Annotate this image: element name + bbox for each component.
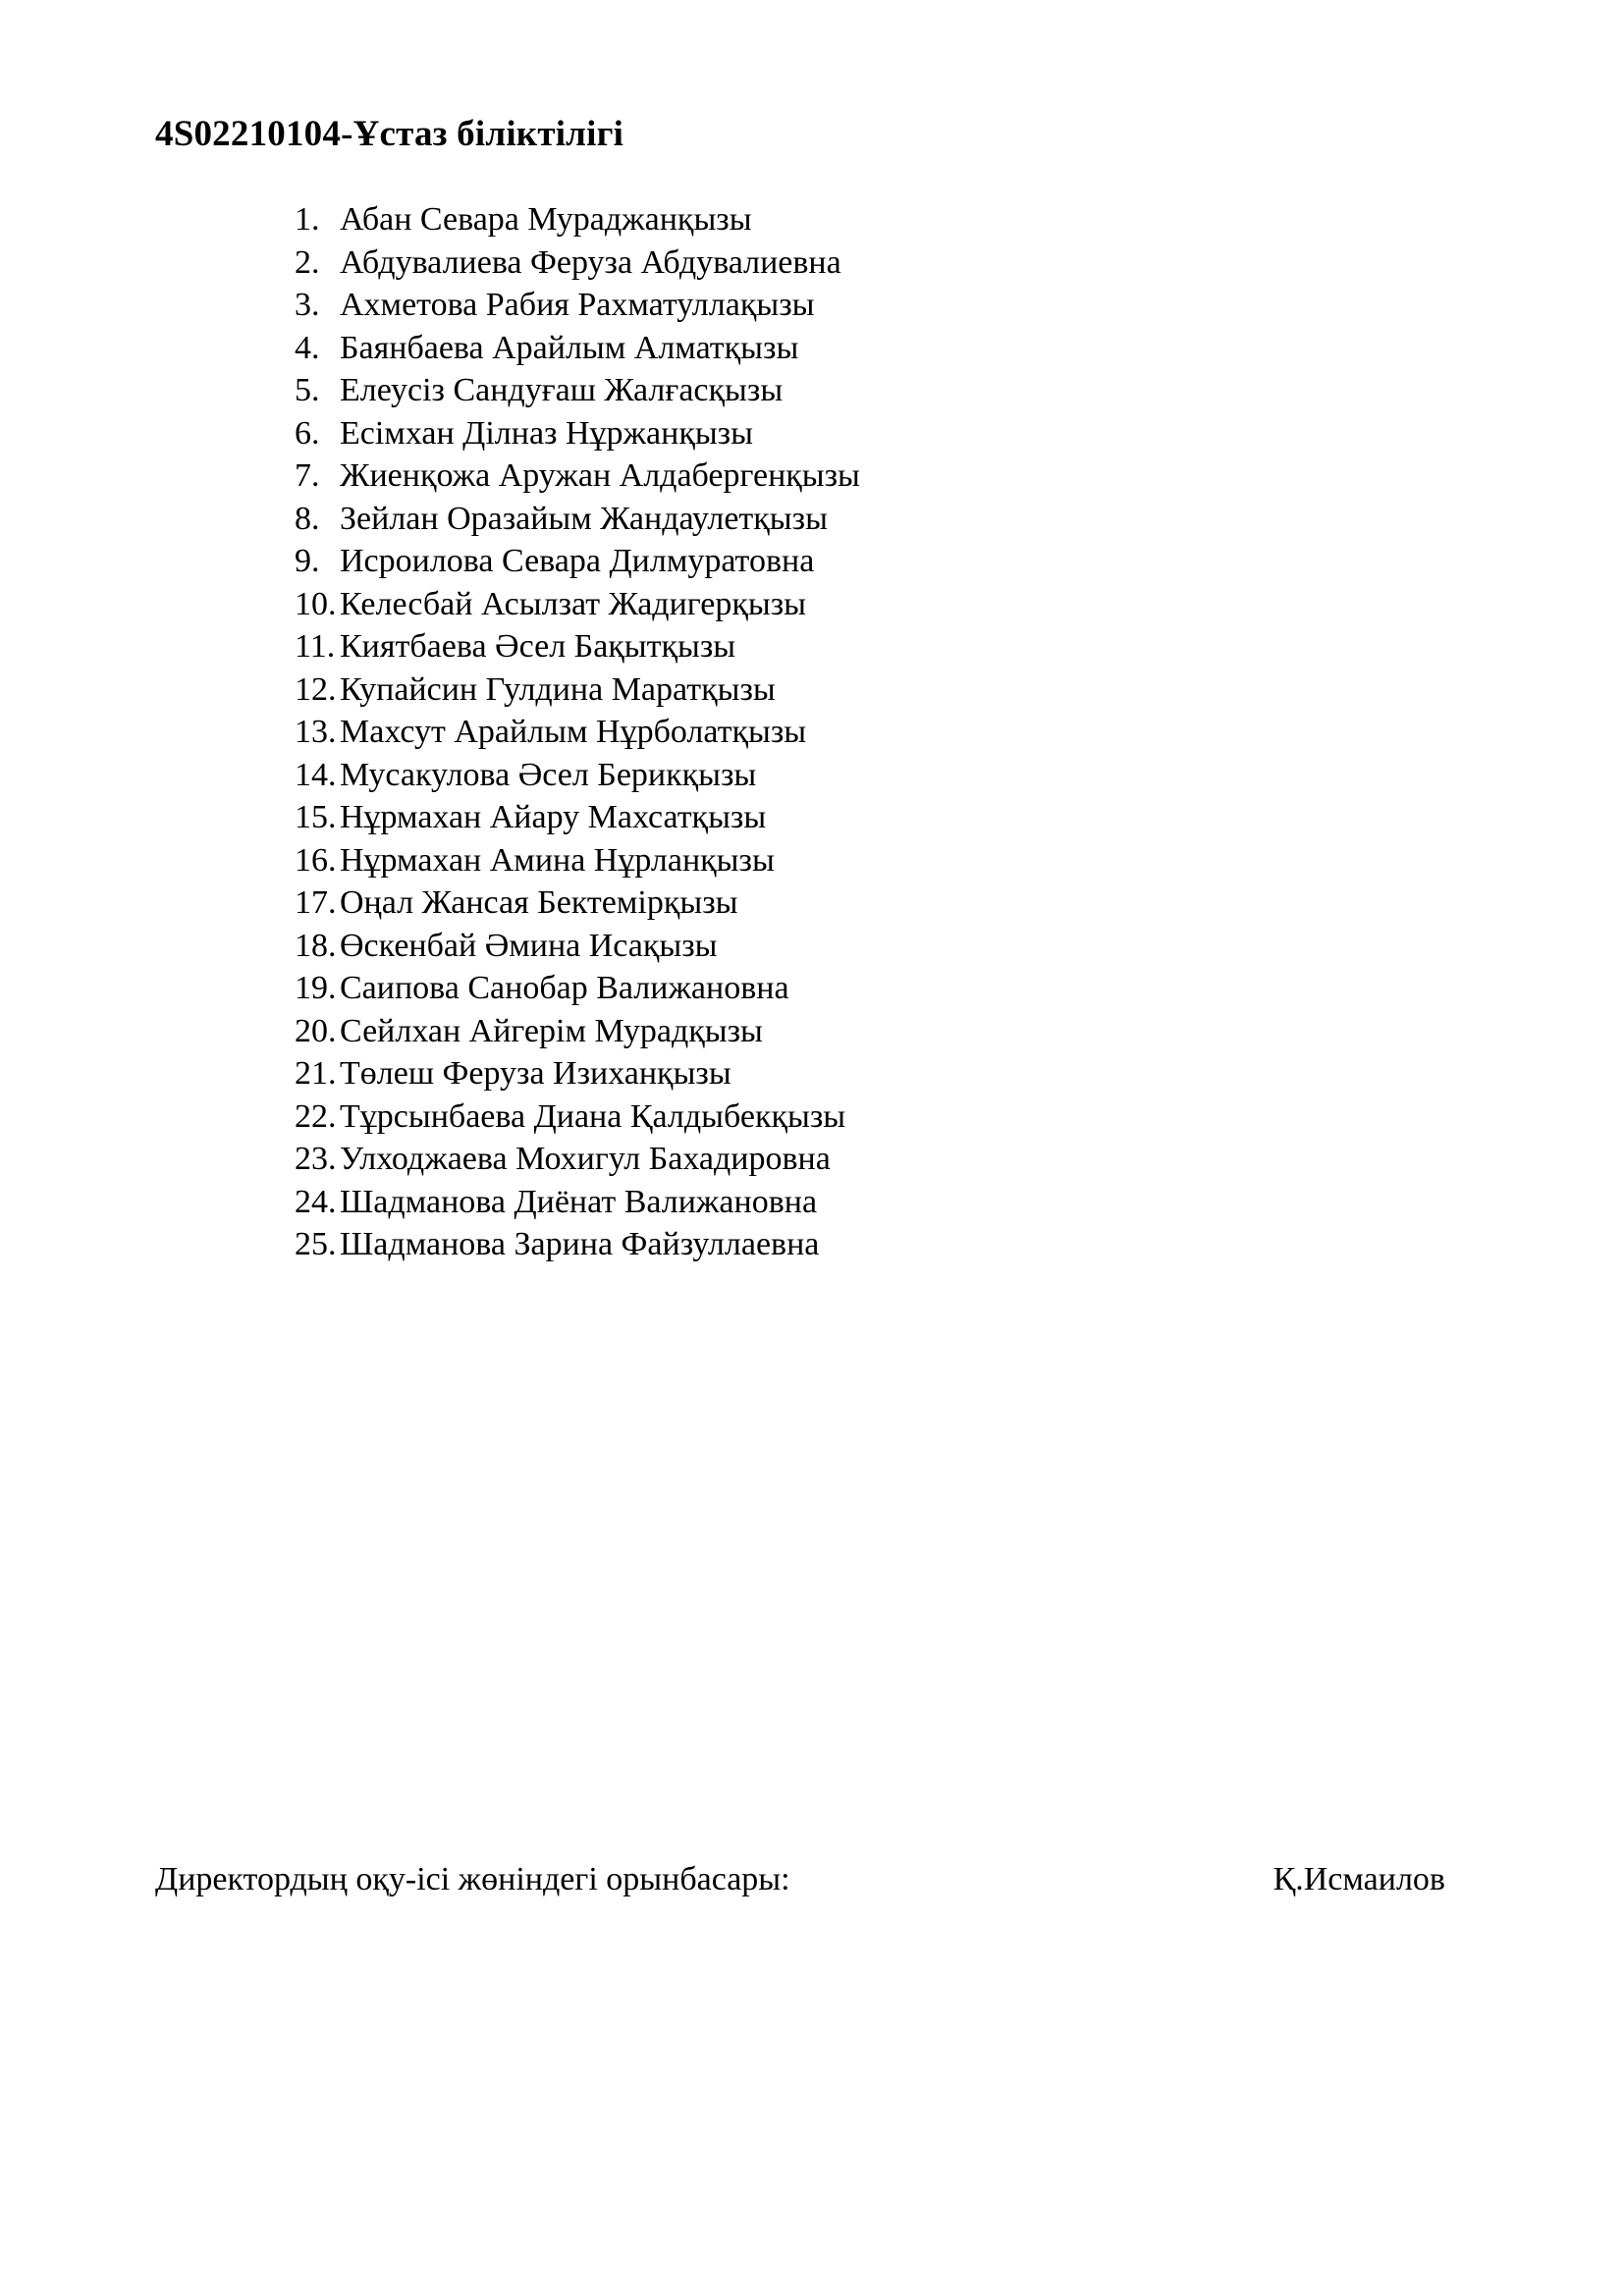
list-item-number: 22.	[295, 1097, 337, 1135]
list-item-number: 18.	[295, 927, 337, 964]
list-item	[295, 583, 860, 626]
list-item-number: 21.	[295, 1055, 337, 1092]
list-item-name: Төлеш Феруза Изиханқызы	[340, 1055, 731, 1092]
list-item	[295, 540, 860, 583]
list-item-number: 20.	[295, 1012, 337, 1049]
list-item	[295, 839, 860, 882]
list-item-name: Шадманова Диёнат Валижановна	[340, 1183, 818, 1220]
list-item	[295, 241, 860, 285]
signature-name: Қ.Исмаилов	[1272, 1861, 1445, 1897]
list-item-number: 5.	[295, 372, 320, 408]
document-title: 4S02210104-Ұстаз біліктілігі	[155, 114, 624, 154]
student-list	[295, 198, 860, 1266]
list-item-name: Исроилова Севара Дилмуратовна	[340, 543, 815, 579]
list-item-number: 10.	[295, 585, 337, 622]
list-item	[295, 412, 860, 455]
list-item-name: Зейлан Оразайым Жандаулетқызы	[340, 500, 828, 537]
list-item-number: 9.	[295, 543, 320, 579]
list-item-number: 16.	[295, 841, 337, 879]
list-item	[295, 1010, 860, 1053]
list-item	[295, 925, 860, 968]
list-item-name: Есімхан Ділназ Нұржанқызы	[340, 414, 753, 452]
list-item	[295, 369, 860, 412]
list-item-number: 2.	[295, 243, 320, 281]
list-item	[295, 796, 860, 839]
list-item	[295, 198, 860, 241]
list-item-number: 24.	[295, 1183, 337, 1220]
list-item	[295, 1052, 860, 1095]
list-item-name: Улходжаева Мохигул Бахадировна	[340, 1141, 831, 1177]
list-item	[295, 454, 860, 498]
list-item-name: Келесбай Асылзат Жадигерқызы	[340, 585, 807, 622]
list-item-number: 15.	[295, 799, 337, 835]
list-item-name: Абан Севара Мураджанқызы	[340, 201, 752, 238]
list-item-name: Шадманова Зарина Файзуллаевна	[340, 1226, 820, 1262]
list-item-number: 8.	[295, 500, 320, 537]
list-item	[295, 1095, 860, 1139]
list-item-number: 3.	[295, 287, 320, 323]
list-item-number: 4.	[295, 329, 320, 366]
signature-line	[155, 1858, 1445, 1901]
list-item	[295, 498, 860, 541]
list-item	[295, 1181, 860, 1224]
list-item-number: 19.	[295, 970, 337, 1006]
list-item	[295, 1223, 860, 1266]
list-item-name: Купайсин Гулдина Маратқызы	[340, 670, 776, 708]
list-item	[295, 327, 860, 370]
list-item-name: Жиенқожа Аружан Алдабергенқызы	[340, 457, 860, 494]
list-item-name: Мусакулова Әсел Берикқызы	[340, 756, 757, 793]
list-item-name: Киятбаева Әсел Бақытқызы	[340, 628, 736, 665]
list-item-name: Өскенбай Әмина Исақызы	[340, 927, 718, 964]
list-item-name: Елеусіз Сандуғаш Жалғасқызы	[340, 372, 784, 408]
list-item-name: Тұрсынбаева Диана Қалдыбекқызы	[340, 1097, 846, 1135]
list-item-number: 17.	[295, 884, 337, 921]
list-item-number: 14.	[295, 756, 337, 793]
list-item	[295, 881, 860, 925]
list-item-number: 1.	[295, 201, 320, 238]
list-item	[295, 1138, 860, 1181]
list-item-number: 13.	[295, 714, 337, 750]
list-item-number: 12.	[295, 670, 337, 708]
signature-role-label: Директордың оқу-ісі жөніндегі орынбасары:	[155, 1861, 790, 1897]
list-item-number: 11.	[295, 628, 336, 665]
list-item	[295, 625, 860, 668]
list-item	[295, 284, 860, 327]
list-item-name: Нұрмахан Амина Нұрланқызы	[340, 841, 775, 879]
list-item-name: Оңал Жансая Бектемірқызы	[340, 884, 738, 921]
list-item-number: 23.	[295, 1141, 337, 1177]
list-item-number: 7.	[295, 457, 320, 494]
list-item-number: 6.	[295, 414, 320, 452]
list-item-name: Сейлхан Айгерім Мурадқызы	[340, 1012, 763, 1049]
list-item	[295, 711, 860, 754]
list-item	[295, 668, 860, 712]
list-item-name: Нұрмахан Айару Махсатқызы	[340, 799, 767, 835]
list-item-name: Махсут Арайлым Нұрболатқызы	[340, 714, 807, 750]
list-item-number: 25.	[295, 1226, 337, 1262]
list-item-name: Баянбаева Арайлым Алматқызы	[340, 329, 799, 366]
list-item	[295, 967, 860, 1010]
list-item	[295, 754, 860, 797]
list-item-name: Ахметова Рабия Рахматуллақызы	[340, 287, 815, 323]
list-item-name: Саипова Санобар Валижановна	[340, 970, 789, 1006]
list-item-name: Абдувалиева Феруза Абдувалиевна	[340, 243, 841, 281]
